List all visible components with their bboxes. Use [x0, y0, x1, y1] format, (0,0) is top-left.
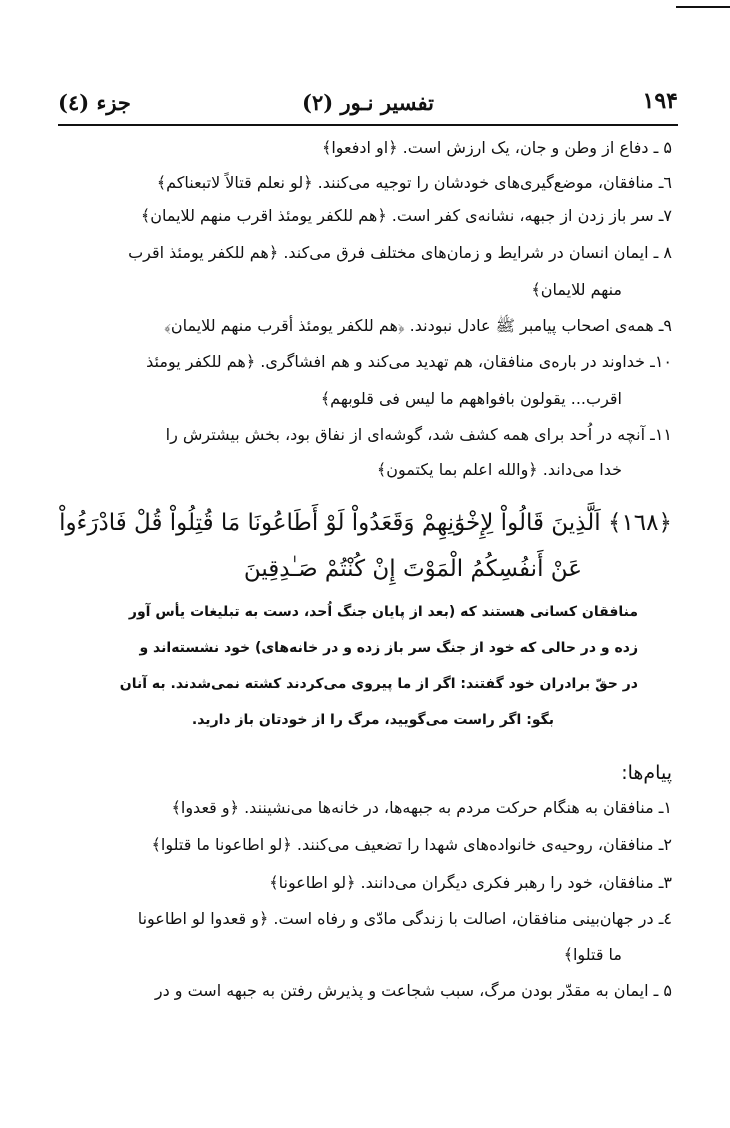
translation-line: زده و در حالی که خود از جنگ سر باز زده و در خانه‌های) خود نشسته‌اند و	[139, 640, 638, 656]
lesson-line: منهم للایمان﴾	[531, 280, 622, 299]
lesson-line: ١٠ـ خداوند در باره‌ی منافقان، هم تهدید می‌کند و هم افشاگری. ﴿هم للکفر یومئذ	[146, 352, 672, 371]
message-line: ۵ ـ ایمان به مقدّر بودن مرگ، سبب شجاعت و پذیرش رفتن به جبهه است و در	[154, 981, 672, 1000]
lesson-line: ٨ ـ ایمان انسان در شرایط و زمان‌های مختلف فرق می‌کند. ﴿هم للکفر یومئذ اقرب	[128, 243, 672, 262]
part-label: جزء (٤)	[58, 90, 131, 115]
lesson-line: ٧ـ سر باز زدن از جبهه، نشانه‌ی کفر است. ﴿هم للکفر یومئذ اقرب منهم للایمان﴾	[140, 206, 672, 225]
lesson-line: ١١ـ آنچه در اُحد برای همه کشف شد، گوشه‌ای از نفاق بود، بخش بیشترش را	[165, 425, 672, 444]
translation-line: در حقّ برادران خود گفتند: اگر از ما پیروی می‌کردند کشته نمی‌شدند. به آنان	[119, 676, 638, 692]
message-line: ٣ـ منافقان، خود را رهبر فکری دیگران می‌دانند. ﴿لو اطاعونا﴾	[269, 873, 672, 892]
translation-line: منافقان کسانی هستند که (بعد از پایان جنگ اُحد، دست به تبلیغات یأس آور	[128, 604, 638, 620]
lesson-line: ٦ـ منافقان، موضع‌گیری‌های خودشان را توجیه می‌کنند. ﴿لو نعلم قتالاً لاتبعناکم﴾	[156, 173, 672, 192]
page-number: ۱۹۴	[642, 88, 678, 114]
book-title: تفسیر نـور (۲)	[302, 90, 434, 115]
message-line: ٢ـ منافقان، روحیه‌ی خانواده‌های شهدا را تضعیف می‌کنند. ﴿لو اطاعونا ما قتلوا﴾	[151, 835, 672, 854]
message-line: ١ـ منافقان به هنگام حرکت مردم به جبهه‌ها، در خانه‌ها می‌نشینند. ﴿و قعدوا﴾	[171, 798, 672, 817]
header-divider	[58, 124, 678, 126]
verse-line: عَنْ أَنفُسِكُمُ الْمَوْتَ إِنْ كُنْتُمْ صَـٰدِقِینَ	[243, 556, 582, 582]
top-edge-rule	[676, 6, 730, 8]
section-heading: پیام‌ها:	[621, 762, 672, 784]
translation-line: بگو: اگر راست می‌گویید، مرگ را از خودتان باز دارید.	[191, 712, 554, 728]
lesson-line: ٩ـ همه‌ی اصحاب پیامبر ﷺ عادل نبودند. ﴿هم للکفر یومئذ أقرب منهم للایمان﴾	[164, 316, 672, 335]
message-line: ٤ـ در جهان‌بینی منافقان، اصالت با زندگی مادّی و رفاه است. ﴿و قعدوا لو اطاعونا	[137, 909, 672, 928]
lesson-line: خدا می‌داند. ﴿والله اعلم بما یکتمون﴾	[376, 460, 622, 479]
lesson-line: ۵ ـ دفاع از وطن و جان، یک ارزش است. ﴿او ادفعوا﴾	[321, 138, 672, 157]
message-line: ما قتلوا﴾	[563, 945, 622, 964]
lesson-line: اقرب... یقولون بافواههم ما لیس فی قلوبهم﴾	[320, 389, 622, 408]
page-header	[58, 82, 678, 118]
verse-line: ﴿١٦٨﴾ اَلَّذِینَ قَالُواْ لِإِخْوَٰنِهِمْ وَقَعَدُواْ لَوْ أَطَاعُونَا مَا قُتِلُواْ قُلْ فَادْرَءُواْ	[59, 510, 672, 536]
